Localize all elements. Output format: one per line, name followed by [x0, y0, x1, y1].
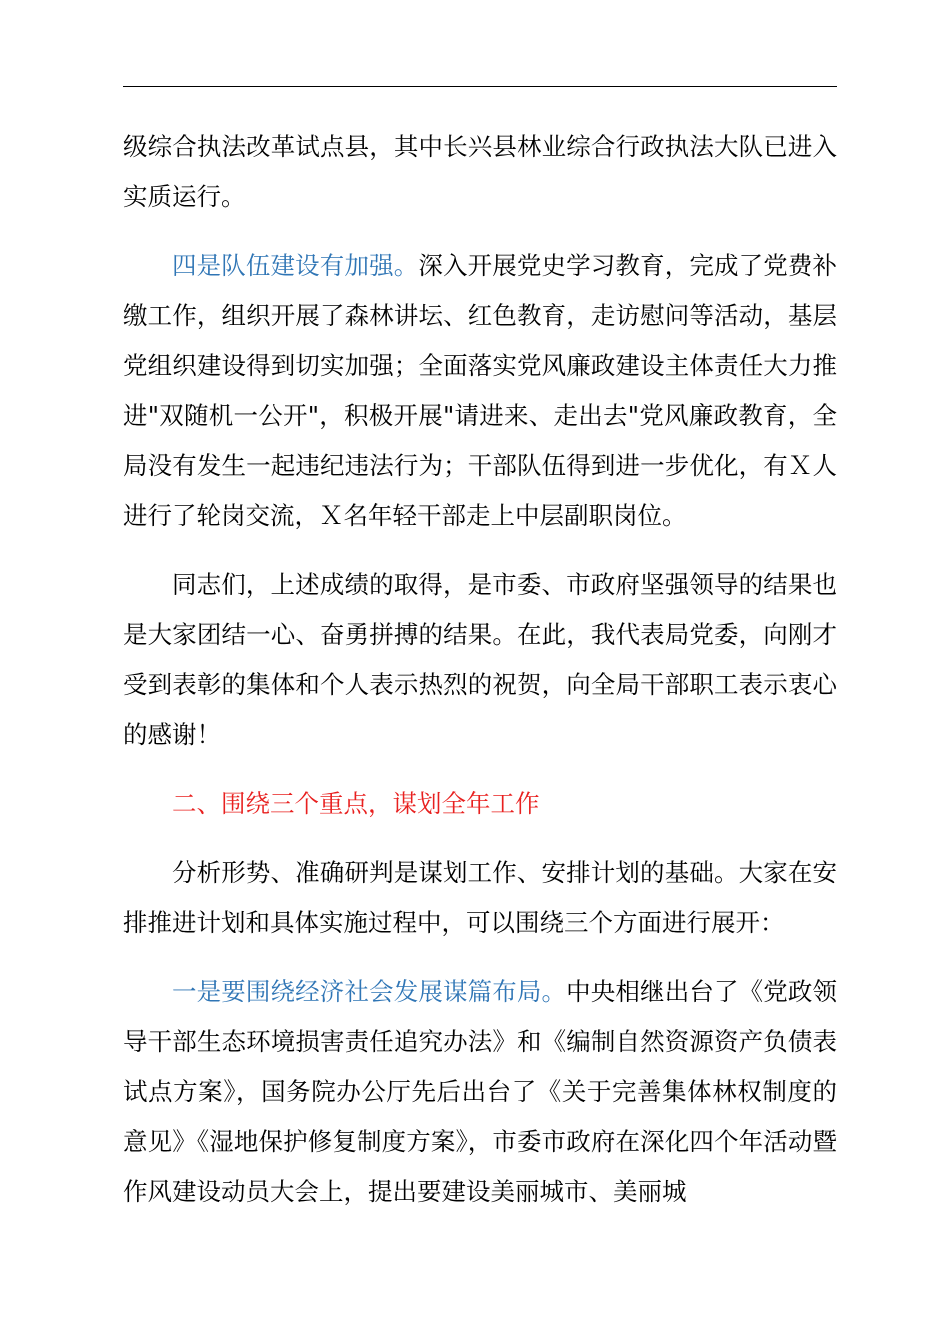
paragraph-lead: 四是队伍建设有加强。: [172, 251, 419, 280]
paragraph-economic-development: [123, 967, 837, 1217]
paragraph-text: 中央相继出台了《党政领导干部生态环境损害责任追究办法》和《编制自然资源资产负债表试点方案》，国务院办公厅先后出台了《关于完善集体林权制度的意见》《湿地保护修复制度方案》，市委市政府在深化四个年活动暨作风建设动员大会上，提出要建设美丽城市、美丽城: [123, 977, 838, 1206]
section-heading: 二、围绕三个重点，谋划全年工作: [172, 789, 540, 818]
paragraph-thanks: 同志们，上述成绩的取得，是市委、市政府坚强领导的结果也是大家团结一心、奋勇拼搏的结果。在此，我代表局党委，向刚才受到表彰的集体和个人表示热烈的祝贺，向全局干部职工表示衷心的感谢！: [123, 570, 837, 749]
paragraph-analysis: 分析形势、准确研判是谋划工作、安排计划的基础。大家在安排推进计划和具体实施过程中，可以围绕三个方面进行展开：: [123, 858, 837, 937]
paragraph-continuation: 级综合执法改革试点县，其中长兴县林业综合行政执法大队已进入实质运行。: [123, 132, 837, 211]
paragraph-team-building: [123, 241, 837, 541]
paragraph-lead: 一是要围绕经济社会发展谋篇布局。: [172, 977, 567, 1006]
document-body: [123, 122, 837, 1236]
paragraph-text: 深入开展党史学习教育，完成了党费补缴工作，组织开展了森林讲坛、红色教育，走访慰问等活动，基层党组织建设得到切实加强；全面落实党风廉政建设主体责任大力推进"双随机一公开"，积极开展"请进来、走出去"党风廉政教育，全局没有发生一起违纪违法行为；干部队伍得到进一步优化，有Ｘ人进行了轮岗交流，Ｘ名年轻干部走上中层副职岗位。: [123, 251, 838, 530]
header-rule: [123, 86, 837, 87]
